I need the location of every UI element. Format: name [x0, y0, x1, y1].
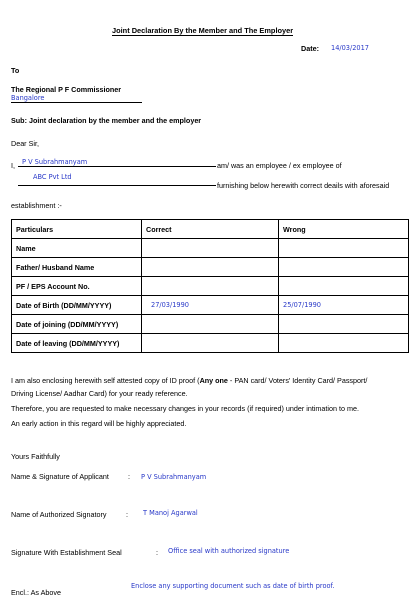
- row-wrong: [279, 258, 409, 277]
- applicant-value: P V Subrahmanyam: [141, 473, 207, 481]
- para1-text-bold: Any one: [199, 376, 228, 385]
- row-label: Name: [12, 239, 142, 258]
- row-wrong: [279, 239, 409, 258]
- table-row: [12, 315, 409, 334]
- row-label: Date of joining (DD/MM/YYYY): [12, 315, 142, 334]
- para1-text-b: - PAN card/ Voters' Identity Card/ Passport/: [227, 376, 368, 385]
- table-row: [12, 239, 409, 258]
- row-wrong: [279, 315, 409, 334]
- seal-colon: :: [156, 548, 158, 557]
- addressee: The Regional P F Commissioner: [11, 85, 122, 94]
- signatory-colon: :: [126, 510, 128, 519]
- closing: Yours Faithfully: [11, 452, 60, 461]
- date-value: 14/03/2017: [331, 44, 370, 52]
- document-title: Joint Declaration By the Member and The Employer: [112, 26, 294, 35]
- table-header-row: [12, 220, 409, 239]
- seal-value: Office seal with authorized signature: [168, 547, 290, 555]
- applicant-colon: :: [128, 472, 130, 481]
- paragraph-early-action: An early action in this regard will be highly appreciated.: [11, 419, 187, 428]
- date-label: Date:: [301, 44, 319, 53]
- salutation: Dear Sir,: [11, 139, 39, 148]
- addressee-city: Bangalore: [11, 94, 142, 103]
- signatory-label: Name of Authorized Signatory: [11, 510, 107, 519]
- intro-suffix1: am/ was an employee / ex employee of: [217, 161, 342, 170]
- row-label: Date of leaving (DD/MM/YYYY): [12, 334, 142, 353]
- para1-text-a: I am also enclosing herewith self attested copy of ID proof (: [11, 376, 200, 385]
- member-name-field: P V Subrahmanyam: [18, 158, 216, 167]
- row-correct: [142, 277, 279, 296]
- applicant-label: Name & Signature of Applicant: [11, 472, 109, 481]
- employer-field: ABC Pvt Ltd: [18, 173, 216, 186]
- row-wrong: [279, 334, 409, 353]
- row-wrong: [279, 277, 409, 296]
- subject-line: Sub: Joint declaration by the member and the employer: [11, 116, 202, 125]
- paragraph-id-proof-line2: Driving License/ Aadhar Card) for your ready reference.: [11, 389, 188, 398]
- header-particulars: Particulars: [12, 220, 142, 239]
- signatory-value: T Manoj Agarwal: [143, 509, 198, 517]
- enclosure-label: Encl.: As Above: [11, 588, 61, 597]
- paragraph-request: Therefore, you are requested to make necessary changes in your records (if required) under intimation to me.: [11, 404, 359, 413]
- header-wrong: Wrong: [279, 220, 409, 239]
- row-correct: 27/03/1990: [142, 296, 279, 315]
- seal-label: Signature With Establishment Seal: [11, 548, 122, 557]
- intro-suffix2: furnishing below herewith correct deails with aforesaid: [217, 181, 390, 190]
- header-correct: Correct: [142, 220, 279, 239]
- row-correct: [142, 315, 279, 334]
- enclosure-value: Enclose any supporting document such as date of birth proof.: [131, 582, 335, 590]
- to-label: To: [11, 66, 20, 75]
- row-correct: [142, 258, 279, 277]
- table-row: [12, 258, 409, 277]
- table-row: [12, 334, 409, 353]
- particulars-table: [11, 219, 409, 353]
- row-label: Date of Birth (DD/MM/YYYY): [12, 296, 142, 315]
- row-label: PF / EPS Account No.: [12, 277, 142, 296]
- table-row: [12, 277, 409, 296]
- row-correct: [142, 239, 279, 258]
- row-correct: [142, 334, 279, 353]
- row-label: Father/ Husband Name: [12, 258, 142, 277]
- intro-suffix3: establishment :-: [11, 201, 62, 210]
- paragraph-id-proof: [11, 376, 367, 385]
- row-wrong: 25/07/1990: [279, 296, 409, 315]
- intro-prefix: I,: [11, 161, 15, 170]
- table-row: [12, 296, 409, 315]
